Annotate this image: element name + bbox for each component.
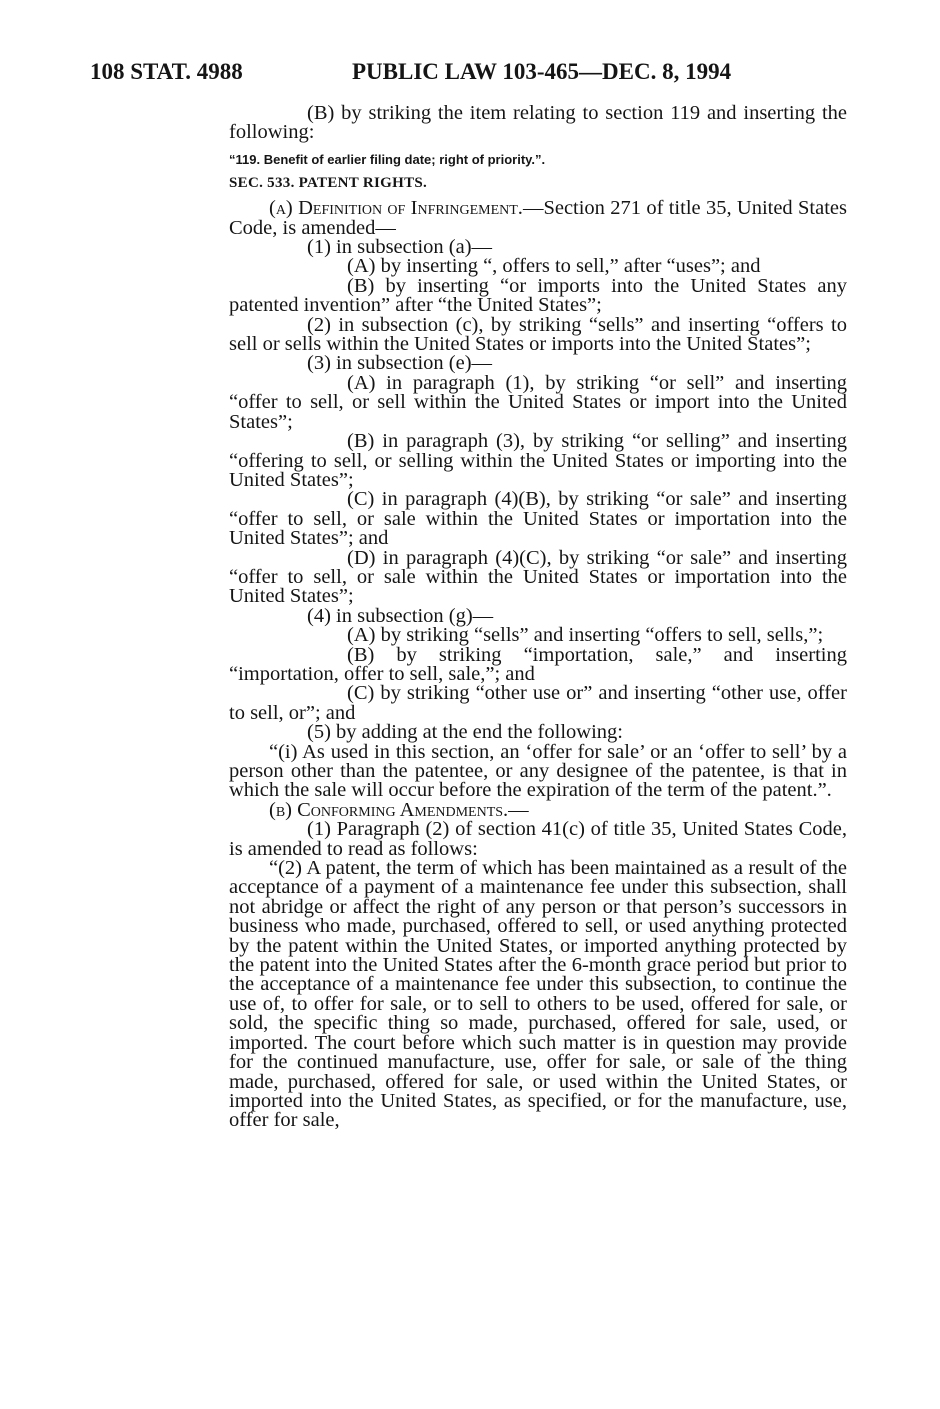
subparagraph-a3A: (A) in paragraph (1), by striking “or sell” and inserting “offer to sell, or sell within the United States or import into the United States”; — [229, 371, 847, 433]
paragraph-a1: (1) in subsection (a)— — [307, 236, 493, 259]
page-reference: 108 STAT. 4988 — [90, 59, 243, 84]
subparagraph-a3B: (B) in paragraph (3), by striking “or selling” and inserting “offering to sell, or selling within the United States or importing into the United States”; — [229, 430, 847, 491]
paragraph-a4: (4) in subsection (g)— — [307, 604, 494, 627]
paragraph-a5: (5) by adding at the end the following: — [307, 721, 623, 744]
document-body — [229, 104, 847, 1131]
table-of-contents-item: “119. Benefit of earlier filing date; right of priority.”. — [229, 151, 546, 167]
subsection-b-dash: — — [508, 798, 529, 821]
subparagraph-a1B: (B) by inserting “or imports into the United States any patented invention” after “the United States”; — [229, 274, 847, 317]
section-heading: SEC. 533. PATENT RIGHTS. — [229, 174, 428, 191]
paragraph-b1: (1) Paragraph (2) of section 41(c) of title 35, United States Code, is amended to read as follows: — [229, 818, 847, 860]
subparagraph-a3C: (C) in paragraph (4)(B), by striking “or sale” and inserting “offer to sell, or sale within the United States or importation into the United States”; and — [229, 488, 847, 550]
subparagraph-a4B: (B) by striking “importation, sale,” and inserting “importation, offer to sell, sale,”; and — [229, 643, 847, 685]
subparagraph-a1A: (A) by inserting “, offers to sell,” after “uses”; and — [347, 255, 761, 278]
subparagraph-a4C: (C) by striking “other use or” and inserting “other use, offer to sell, or”; and — [229, 682, 847, 724]
subsection-a-text: —Section 271 of title 35, United States Code, is amended— — [229, 197, 847, 239]
subsection-b-heading: (b) Conforming Amendments. — [269, 798, 509, 821]
subsection-a — [229, 199, 847, 238]
subparagraph-a4A: (A) by striking “sells” and inserting “offers to sell, sells,”; — [347, 624, 824, 647]
quoted-subsection-i: “(i) As used in this section, an ‘offer for sale’ or an ‘offer to sell’ by a person other than the patentee, or any designee of the patentee, is that in which the sale will occur before the expiration of the term of the patent.”. — [229, 740, 847, 802]
subsection-a-heading: (a) Definition of Infringement. — [269, 197, 523, 220]
public-law-reference: PUBLIC LAW 103-465—DEC. 8, 1994 — [352, 59, 732, 84]
paragraph-a3: (3) in subsection (e)— — [307, 352, 493, 375]
clause-b-table-amendment: (B) by striking the item relating to section 119 and inserting the following: — [229, 102, 847, 144]
quoted-paragraph-2: “(2) A patent, the term of which has been maintained as a result of the acceptance of a payment of a maintenance fee under this subsection, shall not abridge or affect the right of any person or that person’s successors in business who made, purchased, offered to sell, or used anything protected by the patent within the United States, or imported anything protected by the patent into the United States after the 6-month grace period but prior to the acceptance of a maintenance fee under this subsection, to continue the use of, to offer for sale, or to sell to others to be used, offered for sale, or sold, the specific thing so made, purchased, offered for sale, used, or imported. The court before which such matter is in question may provide for the continued manufacture, use, offer for sale, or sale of the thing made, purchased, offered for sale, or used within the United States, or imported into the United States, as specified, or for the manufacture, use, offer for sale, — [229, 857, 847, 1132]
paragraph-a2: (2) in subsection (c), by striking “sells” and inserting “offers to sell or sells within the United States or imports into the United States”; — [229, 313, 847, 356]
subparagraph-a3D: (D) in paragraph (4)(C), by striking “or sale” and inserting “offer to sell, or sale within the United States or importation into the United States”; — [229, 546, 847, 608]
